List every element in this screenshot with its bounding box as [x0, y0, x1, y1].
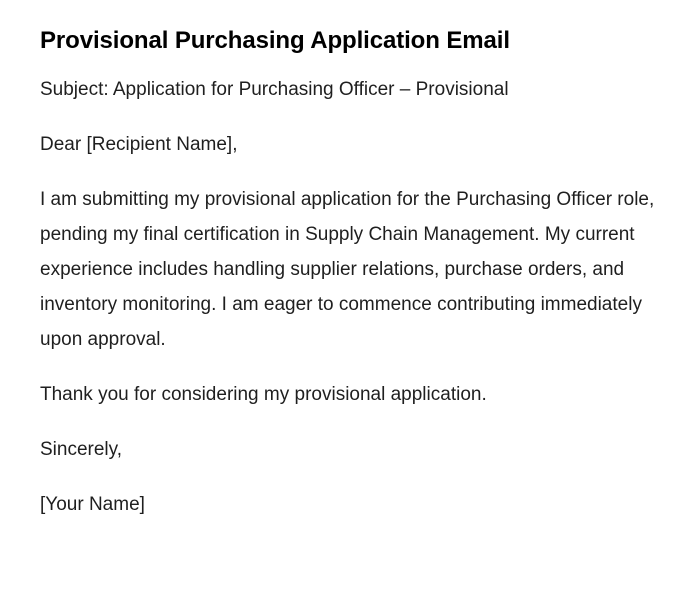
email-greeting: Dear [Recipient Name],: [40, 134, 238, 155]
email-body-paragraph: I am submitting my provisional application for the Purchasing Officer role, pending my final certification in Supply Chain Management. My current experience includes handling supplier relations, purchase orders, and inventory monitoring. I am eager to commence contributing immediately upon approval.: [40, 189, 655, 350]
document-title: Provisional Purchasing Application Email: [40, 27, 510, 54]
email-thanks-line: Thank you for considering my provisional application.: [40, 384, 487, 405]
email-document: [40, 26, 670, 522]
email-closing: Sincerely,: [40, 439, 123, 460]
email-signature: [Your Name]: [40, 494, 145, 515]
email-subject: Subject: Application for Purchasing Officer – Provisional: [40, 79, 509, 100]
